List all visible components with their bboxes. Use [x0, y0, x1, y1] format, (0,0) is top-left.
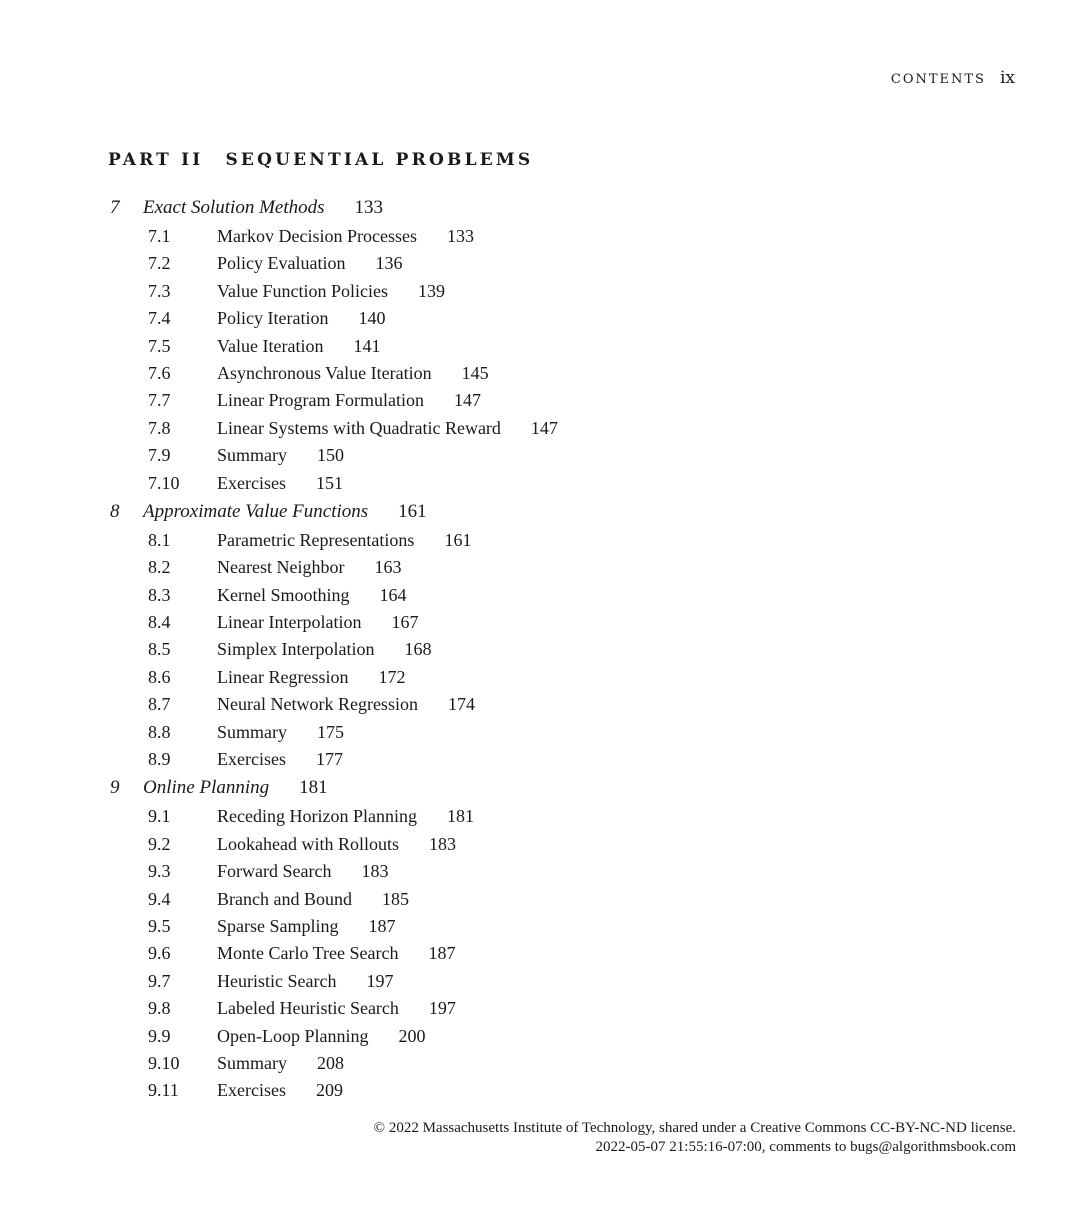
section-title-wrap — [217, 940, 455, 967]
toc-section-entry[interactable] — [0, 223, 1080, 250]
chapter-title: Approximate Value Functions — [143, 500, 369, 522]
section-page: 172 — [378, 666, 406, 687]
section-number: 9.11 — [148, 1080, 179, 1101]
toc-section-entry[interactable] — [0, 1023, 1080, 1050]
section-page: 175 — [317, 721, 344, 742]
section-number: 8.1 — [148, 529, 171, 550]
section-title-wrap — [217, 664, 405, 691]
toc-chapter-entry[interactable] — [0, 497, 1080, 527]
toc-section-entry[interactable] — [0, 554, 1080, 581]
section-title-wrap — [217, 223, 474, 250]
section-title: Receding Horizon Planning — [217, 806, 417, 827]
footer — [374, 1119, 1016, 1157]
section-title: Policy Evaluation — [217, 253, 346, 274]
section-number: 7.6 — [148, 362, 171, 383]
section-page: 174 — [447, 694, 475, 715]
section-title: Forward Search — [217, 861, 332, 882]
chapter-title-wrap — [143, 193, 383, 223]
section-title: Exercises — [217, 1080, 286, 1101]
chapter-number: 7 — [110, 197, 120, 218]
section-title-wrap — [217, 886, 409, 913]
section-title-wrap — [217, 746, 343, 773]
toc-section-entry[interactable] — [0, 886, 1080, 913]
section-title: Linear Systems with Quadratic Reward — [217, 417, 501, 438]
section-page: 164 — [379, 584, 407, 605]
section-number: 7.3 — [148, 280, 171, 301]
section-title-wrap — [217, 858, 388, 885]
section-page: 139 — [417, 280, 445, 301]
section-title: Open-Loop Planning — [217, 1025, 369, 1046]
table-of-contents — [0, 193, 1080, 1105]
section-title-wrap — [217, 415, 558, 442]
section-page: 168 — [404, 639, 432, 660]
section-title-wrap — [217, 803, 474, 830]
section-title-wrap — [217, 691, 475, 718]
toc-section-entry[interactable] — [0, 527, 1080, 554]
section-title: Linear Interpolation — [217, 612, 362, 633]
section-number: 7.1 — [148, 226, 171, 246]
section-number: 9.3 — [148, 861, 171, 882]
section-title: Heuristic Search — [217, 970, 337, 991]
toc-section-entry[interactable] — [0, 278, 1080, 305]
section-title: Parametric Representations — [217, 529, 415, 550]
section-number: 7.9 — [148, 445, 171, 466]
section-number: 9.9 — [148, 1025, 171, 1046]
section-title-wrap — [217, 333, 380, 360]
toc-section-entry[interactable] — [0, 664, 1080, 691]
section-title-wrap — [217, 831, 456, 858]
toc-section-entry[interactable] — [0, 746, 1080, 773]
toc-section-entry[interactable] — [0, 250, 1080, 277]
section-page: 145 — [461, 362, 489, 383]
section-title: Summary — [217, 445, 287, 466]
chapter-title-wrap — [143, 773, 328, 803]
section-number: 7.7 — [148, 390, 171, 411]
section-page: 163 — [374, 557, 402, 578]
section-number: 8.9 — [148, 749, 171, 770]
toc-section-entry[interactable] — [0, 442, 1080, 469]
section-page: 147 — [530, 417, 558, 438]
section-number: 9.10 — [148, 1052, 180, 1073]
section-page: 141 — [353, 335, 381, 356]
section-title: Exercises — [217, 749, 286, 770]
section-title-wrap — [217, 968, 393, 995]
section-number: 7.4 — [148, 308, 171, 329]
section-title-wrap — [217, 250, 402, 277]
section-title-wrap — [217, 582, 407, 609]
toc-section-entry[interactable] — [0, 387, 1080, 414]
toc-section-entry[interactable] — [0, 803, 1080, 830]
chapter-title: Online Planning — [143, 777, 270, 799]
toc-section-entry[interactable] — [0, 995, 1080, 1022]
toc-section-entry[interactable] — [0, 360, 1080, 387]
toc-section-entry[interactable] — [0, 691, 1080, 718]
section-title-wrap — [217, 1077, 343, 1104]
section-number: 8.7 — [148, 694, 171, 715]
section-page: 167 — [391, 612, 419, 633]
toc-section-entry[interactable] — [0, 968, 1080, 995]
section-title: Branch and Bound — [217, 888, 352, 909]
section-number: 8.3 — [148, 584, 171, 605]
section-title: Linear Regression — [217, 666, 349, 687]
section-number: 8.2 — [148, 557, 171, 578]
toc-section-entry[interactable] — [0, 1050, 1080, 1077]
section-page: 197 — [428, 998, 456, 1019]
section-title: Linear Program Formulation — [217, 390, 424, 411]
section-page: 140 — [358, 308, 386, 329]
running-head — [891, 68, 1015, 88]
chapter-page: 133 — [354, 197, 384, 218]
section-title-wrap — [217, 995, 456, 1022]
section-number: 9.1 — [148, 806, 171, 827]
section-title: Nearest Neighbor — [217, 557, 345, 578]
section-number: 9.6 — [148, 943, 171, 964]
section-title: Summary — [217, 721, 287, 742]
toc-section-entry[interactable] — [0, 305, 1080, 332]
section-number: 9.4 — [148, 888, 171, 909]
section-page: 177 — [315, 749, 343, 770]
section-title-wrap — [217, 305, 385, 332]
section-number: 9.5 — [148, 915, 171, 936]
chapter-page: 181 — [299, 777, 328, 799]
section-number: 7.5 — [148, 335, 171, 356]
section-title: Value Iteration — [217, 335, 324, 356]
copyright-line: © 2022 Massachusetts Institute of Technology, shared under a Creative Commons CC-BY-NC-ND license. — [373, 1120, 1016, 1136]
section-title-wrap — [217, 278, 445, 305]
toc-section-entry[interactable] — [0, 831, 1080, 858]
section-page: 183 — [428, 833, 456, 854]
section-title: Exercises — [217, 472, 286, 493]
toc-chapter-entry[interactable] — [0, 773, 1080, 803]
section-page: 136 — [375, 253, 403, 274]
running-head-label: CONTENTS — [890, 72, 986, 87]
section-title: Value Function Policies — [217, 280, 388, 301]
section-title: Policy Iteration — [217, 308, 329, 329]
section-page: 133 — [446, 226, 474, 246]
section-page: 183 — [361, 861, 389, 882]
section-number: 7.2 — [148, 253, 171, 274]
section-title-wrap — [217, 554, 401, 581]
section-page: 187 — [368, 915, 396, 936]
toc-section-entry[interactable] — [0, 415, 1080, 442]
timestamp-line: 2022-05-07 21:55:16-07:00, comments to bugs@algorithmsbook.com — [595, 1139, 1016, 1155]
section-page: 208 — [317, 1052, 344, 1073]
section-page: 187 — [428, 943, 456, 964]
toc-chapter-entry[interactable] — [0, 193, 1080, 223]
section-title-wrap — [217, 360, 489, 387]
section-title-wrap — [217, 636, 431, 663]
section-title-wrap — [217, 719, 344, 746]
section-title: Neural Network Regression — [217, 694, 418, 715]
part-label: PART II — [108, 150, 204, 170]
page-number: ix — [999, 68, 1015, 88]
part-title: SEQUENTIAL PROBLEMS — [225, 150, 534, 170]
section-title: Markov Decision Processes — [217, 226, 417, 246]
section-number: 8.6 — [148, 666, 171, 687]
section-number: 8.5 — [148, 639, 171, 660]
section-page: 147 — [453, 390, 481, 411]
section-page: 200 — [398, 1025, 426, 1046]
section-number: 9.2 — [148, 833, 171, 854]
section-title-wrap — [217, 527, 471, 554]
section-title: Kernel Smoothing — [217, 584, 350, 605]
section-number: 8.8 — [148, 721, 171, 742]
section-title: Asynchronous Value Iteration — [217, 362, 432, 383]
section-title: Summary — [217, 1052, 287, 1073]
section-number: 9.7 — [148, 970, 171, 991]
chapter-page: 161 — [398, 500, 427, 522]
section-title-wrap — [217, 1050, 344, 1077]
toc-section-entry[interactable] — [0, 719, 1080, 746]
section-title-wrap — [217, 609, 418, 636]
toc-section-entry[interactable] — [0, 470, 1080, 497]
chapter-number: 8 — [110, 500, 120, 522]
toc-section-entry[interactable] — [0, 858, 1080, 885]
section-page: 150 — [317, 445, 344, 466]
section-number: 9.8 — [148, 998, 171, 1019]
section-page: 197 — [366, 970, 394, 991]
section-number: 7.10 — [148, 472, 180, 493]
section-title-wrap — [217, 1023, 425, 1050]
section-title-wrap — [217, 913, 396, 940]
section-title: Sparse Sampling — [217, 915, 339, 936]
section-page: 161 — [444, 529, 472, 550]
section-number: 8.4 — [148, 612, 171, 633]
chapter-title: Exact Solution Methods — [143, 197, 325, 218]
section-title-wrap — [217, 387, 481, 414]
section-page: 181 — [446, 806, 474, 827]
toc-section-entry[interactable] — [0, 333, 1080, 360]
section-title: Lookahead with Rollouts — [217, 833, 399, 854]
section-page: 209 — [315, 1080, 343, 1101]
toc-section-entry[interactable] — [0, 1077, 1080, 1104]
toc-section-entry[interactable] — [0, 636, 1080, 663]
part-heading — [108, 150, 533, 170]
chapter-title-wrap — [143, 497, 427, 527]
toc-section-entry[interactable] — [0, 913, 1080, 940]
section-title-wrap — [217, 470, 343, 497]
toc-section-entry[interactable] — [0, 582, 1080, 609]
chapter-number: 9 — [110, 777, 120, 799]
section-title-wrap — [217, 442, 344, 469]
toc-section-entry[interactable] — [0, 609, 1080, 636]
section-title: Labeled Heuristic Search — [217, 998, 399, 1019]
toc-section-entry[interactable] — [0, 940, 1080, 967]
section-title: Monte Carlo Tree Search — [217, 943, 399, 964]
section-title: Simplex Interpolation — [217, 639, 375, 660]
section-page: 151 — [315, 472, 343, 493]
section-number: 7.8 — [148, 417, 171, 438]
section-page: 185 — [381, 888, 409, 909]
